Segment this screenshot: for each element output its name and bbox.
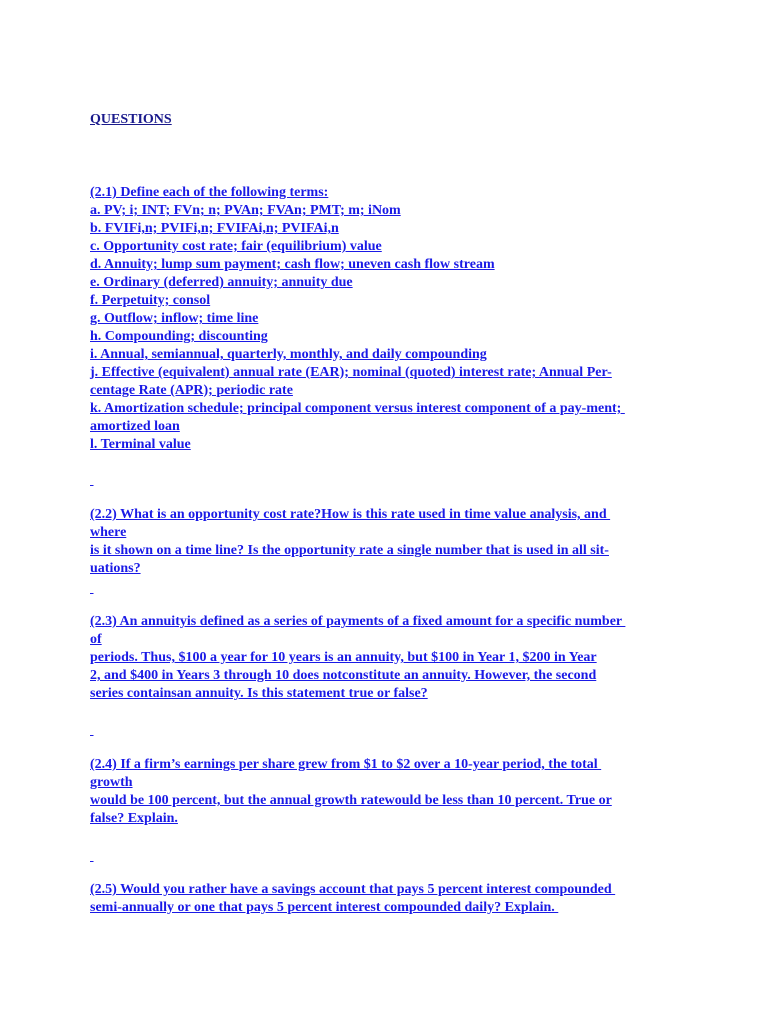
question-2-1-line[interactable]: h. Compounding; discounting <box>90 329 268 344</box>
question-2-4-line[interactable]: (2.4) If a firm’s earnings per share grew from $1 to $2 over a 10-year period, the total <box>90 757 602 772</box>
question-2-1-line[interactable]: d. Annuity; lump sum payment; cash flow; uneven cash flow stream <box>90 257 495 272</box>
question-2-1-line[interactable]: i. Annual, semiannual, quarterly, monthly, and daily compounding <box>90 347 487 362</box>
question-2-4-line[interactable]: false? Explain. <box>90 811 178 826</box>
question-2-2-line[interactable]: is it shown on a time line? Is the opportunity rate a single number that is used in all sit- <box>90 543 609 558</box>
question-2-1-line[interactable]: g. Outflow; inflow; time line <box>90 311 259 326</box>
question-2-2-line[interactable]: where <box>90 525 127 540</box>
question-2-4-line[interactable]: growth <box>90 775 133 790</box>
question-2-1-line[interactable]: f. Perpetuity; consol <box>90 293 211 308</box>
question-2-3 <box>90 613 680 703</box>
question-2-1-line[interactable]: c. Opportunity cost rate; fair (equilibrium) value <box>90 239 382 254</box>
separator-link[interactable] <box>90 580 94 598</box>
question-2-1-line[interactable]: j. Effective (equivalent) annual rate (EAR); nominal (quoted) interest rate; Annual Per- <box>90 365 612 380</box>
question-2-1-line[interactable]: b. FVIFi,n; PVIFi,n; FVIFAi,n; PVIFAi,n <box>90 221 339 236</box>
separator-link[interactable] <box>90 848 94 866</box>
question-2-2 <box>90 506 680 578</box>
question-2-1-line[interactable]: a. PV; i; INT; FVn; n; PVAn; FVAn; PMT; m; iNom <box>90 203 401 218</box>
question-2-2-line[interactable]: (2.2) What is an opportunity cost rate?How is this rate used in time value analysis, and <box>90 507 611 522</box>
question-2-1-line[interactable]: centage Rate (APR); periodic rate <box>90 383 293 398</box>
question-2-1-line[interactable]: (2.1) Define each of the following terms: <box>90 185 329 200</box>
question-2-3-line[interactable]: series containsan annuity. Is this statement true or false? <box>90 686 428 701</box>
question-2-3-line[interactable]: of <box>90 632 102 647</box>
question-2-2-line[interactable]: uations? <box>90 561 141 576</box>
question-2-4-line[interactable]: would be 100 percent, but the annual growth ratewould be less than 10 percent. True or <box>90 793 612 808</box>
question-2-3-line[interactable]: periods. Thus, $100 a year for 10 years is an annuity, but $100 in Year 1, $200 in Year <box>90 650 597 665</box>
question-2-5 <box>90 881 680 917</box>
question-2-1-line[interactable]: amortized loan <box>90 419 180 434</box>
separator-link[interactable] <box>90 722 94 740</box>
question-2-5-line[interactable]: (2.5) Would you rather have a savings account that pays 5 percent interest compounded <box>90 882 616 897</box>
question-2-1 <box>90 184 680 454</box>
question-2-1-line[interactable]: e. Ordinary (deferred) annuity; annuity due <box>90 275 353 290</box>
question-2-3-line[interactable]: (2.3) An annuityis defined as a series of payments of a fixed amount for a specific number <box>90 614 626 629</box>
question-2-5-line[interactable]: semi-annually or one that pays 5 percent interest compounded daily? Explain. <box>90 900 559 915</box>
question-2-1-line[interactable]: l. Terminal value <box>90 437 191 452</box>
separator-link[interactable] <box>90 472 94 490</box>
questions-heading[interactable]: QUESTIONS <box>90 112 172 127</box>
question-2-4 <box>90 756 680 828</box>
question-2-3-line[interactable]: 2, and $400 in Years 3 through 10 does notconstitute an annuity. However, the second <box>90 668 597 683</box>
question-2-1-line[interactable]: k. Amortization schedule; principal component versus interest component of a pay-ment; <box>90 401 625 416</box>
